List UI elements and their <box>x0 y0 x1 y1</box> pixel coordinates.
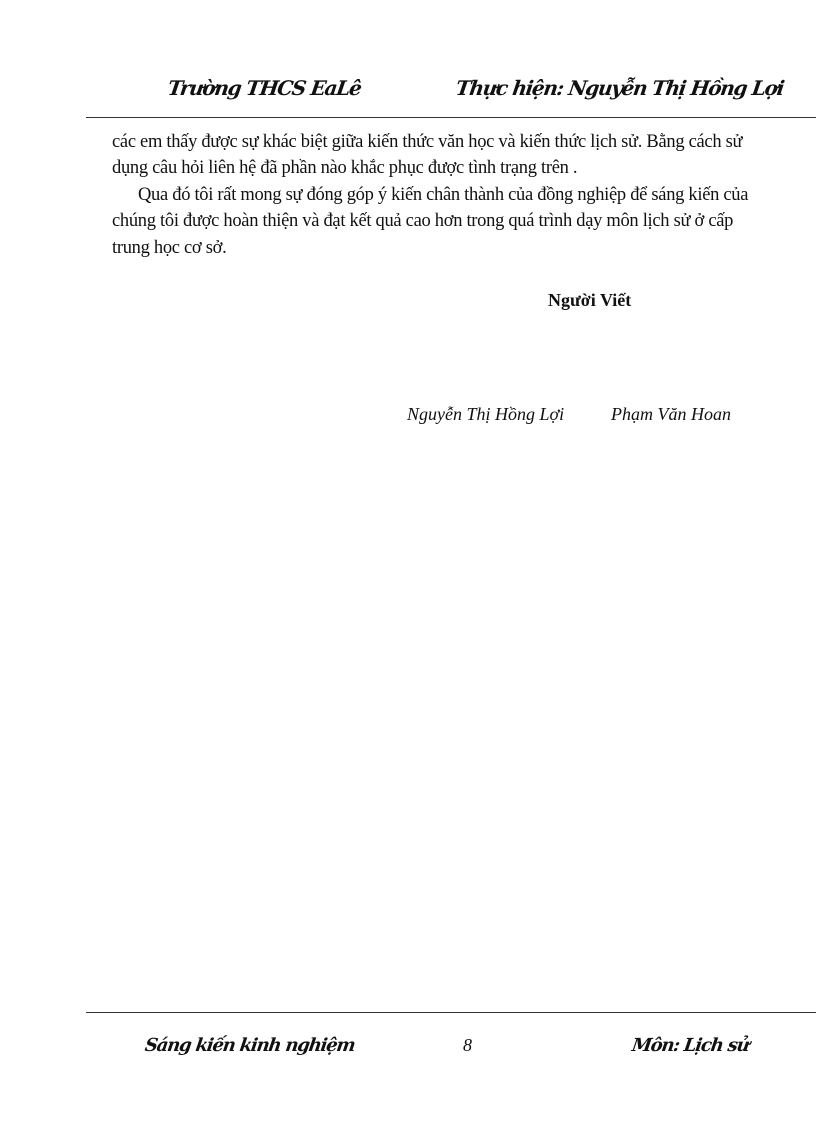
page-number: 8 <box>463 1035 472 1055</box>
footer-subject: Môn: Lịch sử <box>630 1035 751 1056</box>
signature-title: Người Viết <box>548 290 632 310</box>
header-school: Trường THCS EaLê <box>166 76 363 100</box>
signer-name: Nguyễn Thị Hồng Lợi <box>407 404 565 424</box>
body-text <box>112 129 752 261</box>
header-divider <box>86 117 816 118</box>
paragraph-1: các em thấy được sự khác biệt giữa kiến thức văn học và kiến thức lịch sử. Bằng cách sử dụng câu hỏi liên hệ đã phần nào khắc phục được tình trạng trên . <box>112 132 743 179</box>
footer-divider <box>86 1012 816 1013</box>
paragraph-2: Qua đó tôi rất mong sự đóng góp ý kiến chân thành của đồng nghiệp để sáng kiến của chúng tôi được hoàn thiện và đạt kết quả cao hơn trong quá trình dạy môn lịch sử ở cấp trung học cơ sở. <box>112 184 749 258</box>
footer-title: Sáng kiến kinh nghiệm <box>143 1035 356 1056</box>
header-author: Thực hiện: Nguyễn Thị Hồng Lợi <box>454 76 785 100</box>
signer-name: Phạm Văn Hoan <box>611 404 731 424</box>
